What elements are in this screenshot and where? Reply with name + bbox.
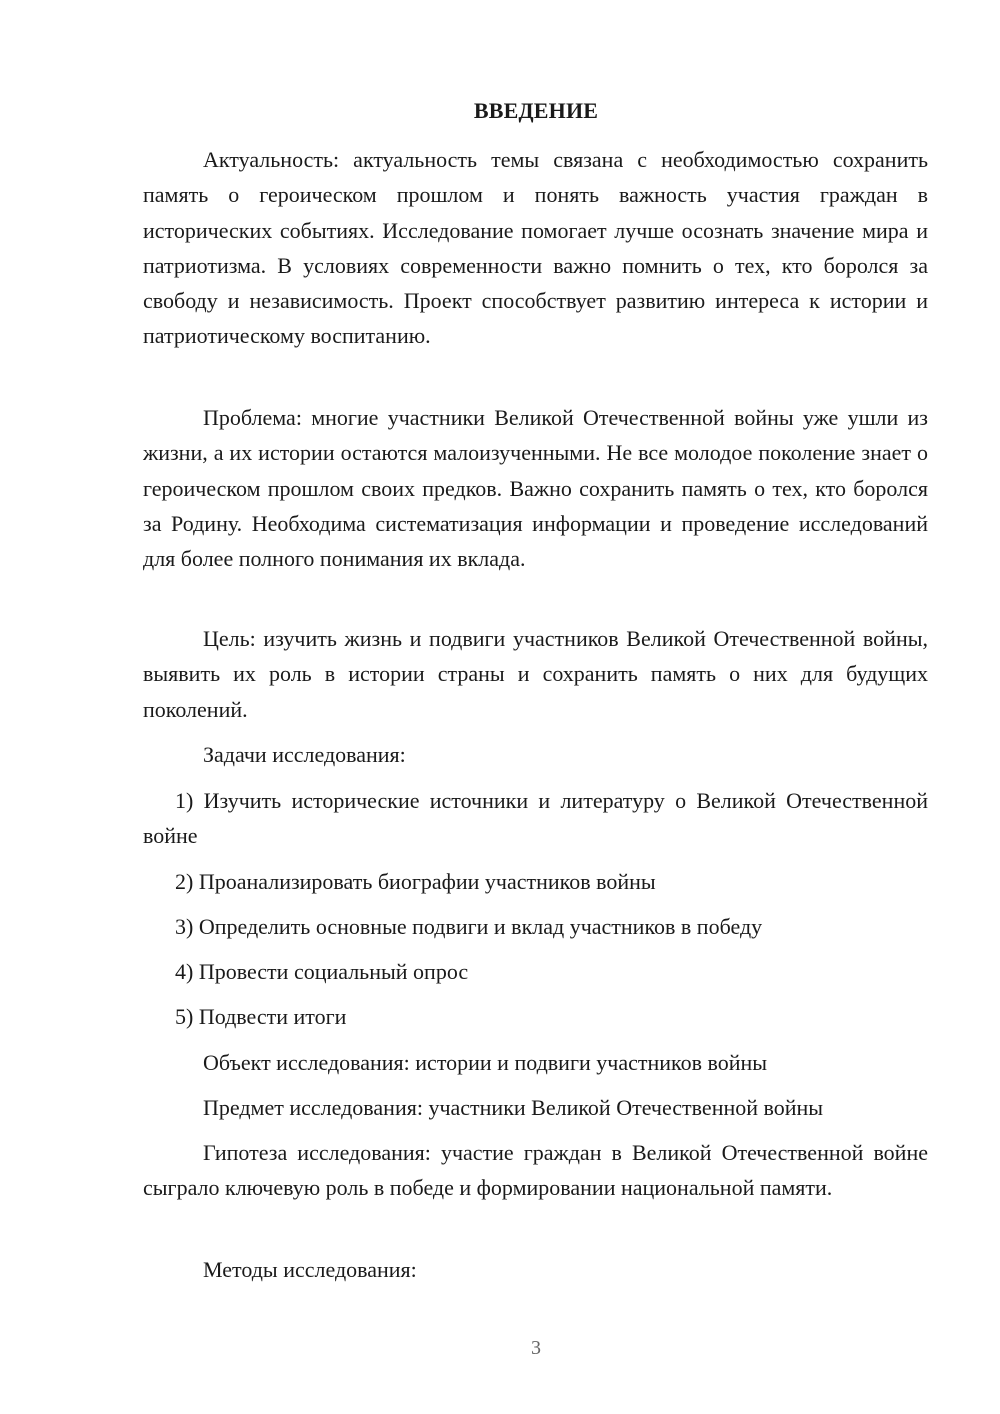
paragraph-subject: Предмет исследования: участники Великой Отечественной войны bbox=[203, 1095, 824, 1120]
task-item-1: 1) Изучить исторические источники и литературу о Великой Отечественной войне bbox=[143, 788, 928, 849]
paragraph-object: Объект исследования: истории и подвиги участников войны bbox=[203, 1050, 768, 1075]
page-number: 3 bbox=[531, 1337, 541, 1359]
methods-heading: Методы исследования: bbox=[203, 1257, 417, 1282]
task-item-5: 5) Подвести итоги bbox=[175, 1004, 347, 1029]
paragraph-goal: Цель: изучить жизнь и подвиги участников Великой Отечественной войны, выявить их роль в истории страны и сохранить память о них для будущих поколений. bbox=[143, 626, 928, 722]
paragraph-relevance: Актуальность: актуальность темы связана с необходимостью сохранить память о героическом прошлом и понять важность участия граждан в исторических событиях. Исследование помогает лучше осознать значение мира и патриотизма. В условиях современности важно помнить о тех, кто боролся за свободу и независимость. Проект способствует развитию интереса к истории и патриотическому воспитанию. bbox=[143, 147, 928, 349]
paragraph-hypothesis: Гипотеза исследования: участие граждан в Великой Отечественной войне сыграло ключевую роль в победе и формировании национальной памяти. bbox=[143, 1140, 928, 1201]
page-title: ВВЕДЕНИЕ bbox=[473, 98, 599, 123]
tasks-heading: Задачи исследования: bbox=[203, 742, 406, 767]
task-item-2: 2) Проанализировать биографии участников войны bbox=[175, 869, 656, 894]
paragraph-problem: Проблема: многие участники Великой Отечественной войны уже ушли из жизни, а их истории остаются малоизученными. Не все молодое поколение знает о героическом прошлом своих предков. Важно сохранить память о тех, кто боролся за Родину. Необходима систематизация информации и проведение исследований для более полного понимания их вклада. bbox=[143, 405, 928, 572]
task-item-3: 3) Определить основные подвиги и вклад участников в победу bbox=[175, 914, 763, 939]
task-item-4: 4) Провести социальный опрос bbox=[175, 959, 469, 984]
